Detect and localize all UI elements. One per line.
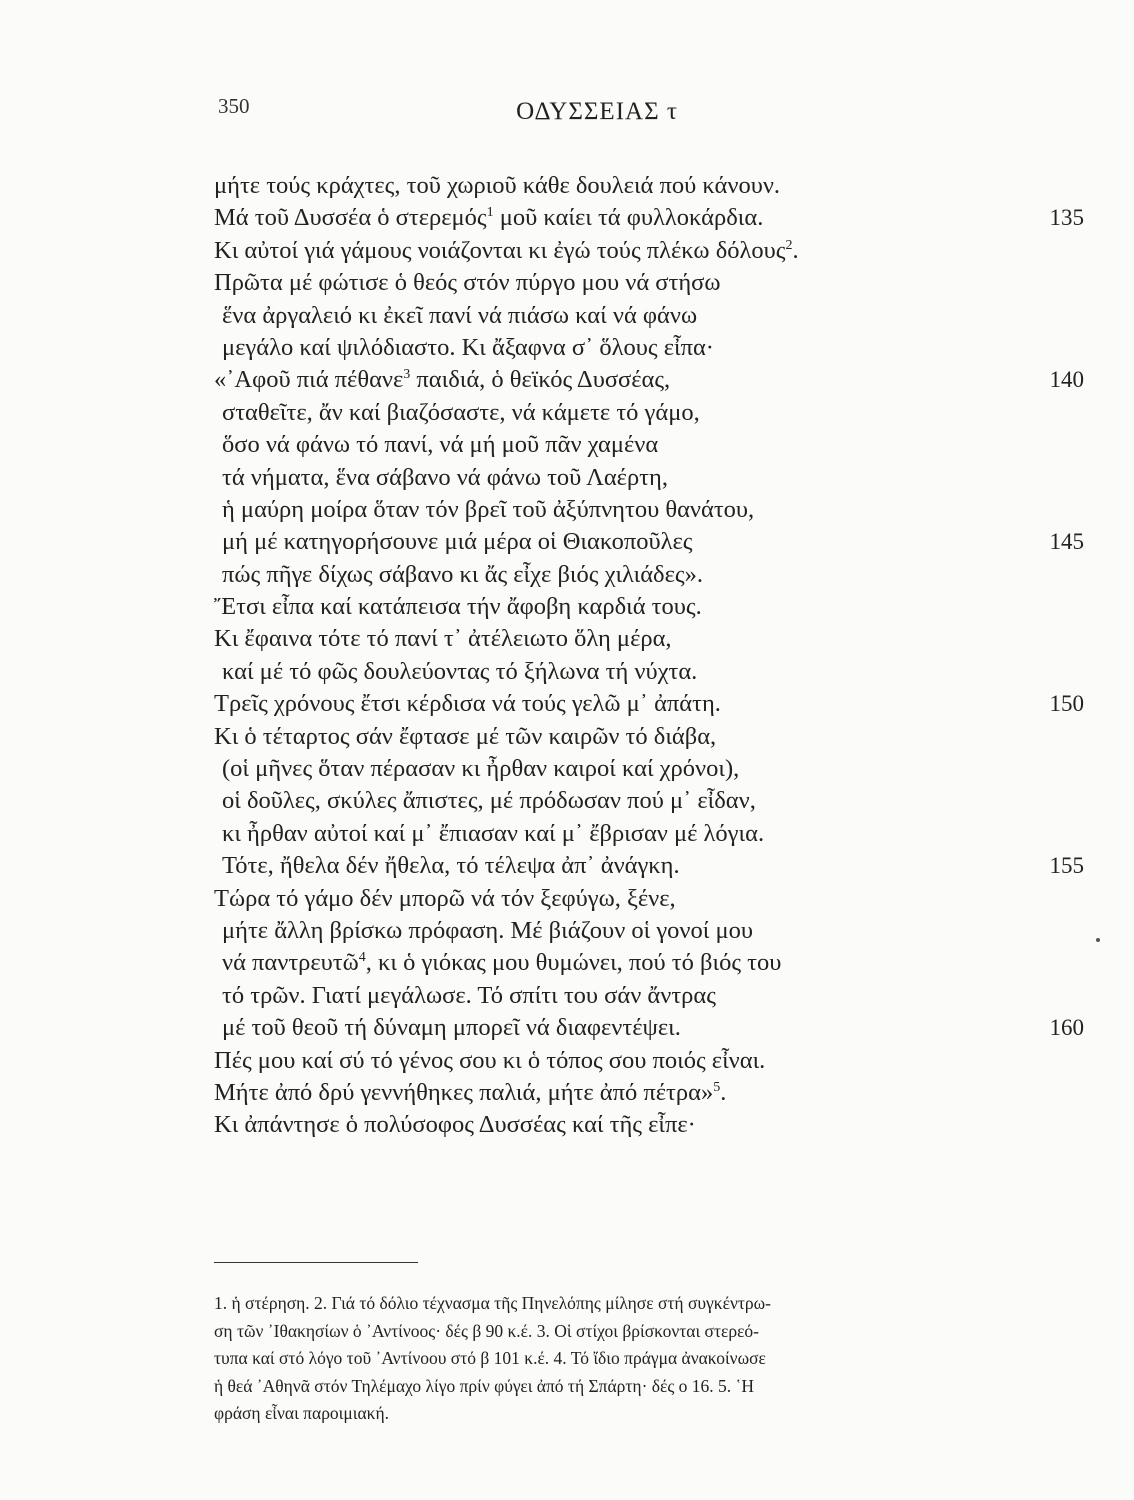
footnote-marker: 4 [358,950,366,966]
footnotes [214,1290,1050,1428]
verse-text: Μά τοῦ Δυσσέα ὁ στερεμός [214,204,487,232]
verse-text: κι ἦρθαν αὐτοί καί μ᾽ ἔπιασαν καί μ᾽ ἔβρισαν μέ λόγια. [222,819,765,847]
verse-line [214,1109,1084,1141]
verse-line [214,850,1084,882]
footnote-line: ση τῶν ᾽Ιθακησίων ὁ ᾽Αντίνοος· δές β 90 κ.έ. 3. Οἱ στίχοι βρίσκονται στερεό- [214,1320,760,1341]
footnote-line: τυπα καί στό λόγο τοῦ ᾽Αντίνοου στό β 101 κ.έ. 4. Τό ἴδιο πράγμα ἀνακοίνωσε [214,1348,766,1368]
verse-line [214,332,1084,364]
verse-line [214,559,1084,591]
verse-line [214,883,1084,915]
verse-line [214,494,1084,526]
verse-text: Τώρα τό γάμο δέν μπορῶ νά τόν ξεφύγω, ξένε, [214,884,676,912]
verse-text-continued: παιδιά, ὁ θεϊκός Δυσσέας, [410,366,671,394]
verse-line [214,688,1084,720]
verse-text: Πές μου καί σύ τό γένος σου κι ὁ τόπος σου ποιός εἶναι. [214,1046,766,1074]
verse-line [214,1077,1084,1109]
verse-line [214,915,1084,947]
line-number: 160 [1049,1015,1084,1041]
verse-text: ἡ μαύρη μοίρα ὅταν τόν βρεῖ τοῦ ἀξύπνητου θανάτου, [222,495,755,523]
verse-line [214,591,1084,623]
page-number: 350 [218,94,250,118]
footnote-marker: 2 [785,237,793,253]
verse-text: ἕνα ἀργαλειό κι ἐκεῖ πανί νά πιάσω καί νά φάνω [222,301,698,329]
verse-text: μήτε ἄλλη βρίσκω πρόφαση. Μέ βιάζουν οἱ γονοί μου [222,916,753,944]
verse-line [214,235,1084,267]
verse-text: μή μέ κατηγορήσουνε μιά μέρα οἱ Θιακοποῦλες [222,528,693,556]
verse-text: πώς πῆγε δίχως σάβανο κι ἄς εἶχε βιός χιλιάδες». [222,560,703,588]
line-number: 145 [1049,529,1084,555]
poem-text [214,170,1084,1142]
verse-text: οἱ δοῦλες, σκύλες ἄπιστες, μέ πρόδωσαν πού μ᾽ εἶδαν, [222,787,756,815]
verse-text: μεγάλο καί ψιλόδιαστο. Κι ἄξαφνα σ᾽ ὅλους εἶπα· [222,333,714,361]
verse-line [214,170,1084,202]
verse-line [214,202,1084,234]
verse-text: νά παντρευτῶ [222,949,359,977]
footnote-marker: 5 [713,1079,721,1095]
line-number: 135 [1049,205,1084,231]
footnote-rule [214,1262,418,1263]
verse-line [214,623,1084,655]
footnote-line: φράση εἶναι παροιμιακή. [214,1403,389,1423]
verse-text: τό τρῶν. Γιατί μεγάλωσε. Τό σπίτι του σάν ἄντρας [222,981,716,1009]
verse-text: Κι ἀπάντησε ὁ πολύσοφος Δυσσέας καί τῆς εἶπε· [214,1111,696,1139]
verse-text: μέ τοῦ θεοῦ τή δύναμη μπορεῖ νά διαφεντέψει. [222,1014,681,1042]
verse-line [214,397,1084,429]
verse-text: «᾽Αφοῦ πιά πέθανε [214,366,404,394]
verse-line [214,364,1084,396]
verse-text: μήτε τούς κράχτες, τοῦ χωριοῦ κάθε δουλειά πού κάνουν. [214,172,781,199]
verse-text-continued: , κι ὁ γιόκας μου θυμώνει, πού τό βιός του [365,949,782,977]
footnote-line: 1. ἡ στέρηση. 2. Γιά τό δόλιο τέχνασμα τῆς Πηνελόπης μίλησε στή συγκέντρω- [214,1293,771,1313]
margin-mark [1096,938,1100,942]
verse-line [214,1045,1084,1077]
verse-line [214,818,1084,850]
footnote-marker: 3 [403,367,411,383]
verse-text: Τρεῖς χρόνους ἔτσι κέρδισα νά τούς γελῶ μ᾽ ἀπάτη. [214,690,721,718]
verse-line [214,526,1084,558]
verse-text-continued: . [792,236,799,264]
verse-text-continued: . [720,1078,727,1106]
line-number: 140 [1049,367,1084,393]
verse-text: Κι ὁ τέταρτος σάν ἔφτασε μέ τῶν καιρῶν τό διάβα, [214,722,717,750]
verse-line [214,656,1084,688]
running-head: ΟΔΥΣΣΕΙΑΣ τ [516,98,678,125]
verse-text: Τότε, ἤθελα δέν ἤθελα, τό τέλεψα ἀπ᾽ ἀνάγκη. [222,852,680,880]
verse-line [214,785,1084,817]
verse-text: ὅσο νά φάνω τό πανί, νά μή μοῦ πᾶν χαμένα [222,431,659,459]
footnote-line: ἡ θεά ᾽Αθηνᾶ στόν Τηλέμαχο λίγο πρίν φύγει ἀπό τή Σπάρτη· δές ο 16. 5. ῾Η [214,1375,755,1396]
verse-text: σταθεῖτε, ἄν καί βιαζόσαστε, νά κάμετε τό γάμο, [222,398,700,426]
verse-text: (οἱ μῆνες ὅταν πέρασαν κι ἦρθαν καιροί καί χρόνοι), [222,755,740,783]
verse-line [214,1012,1084,1044]
verse-text: Πρῶτα μέ φώτισε ὁ θεός στόν πύργο μου νά στήσω [214,269,721,297]
verse-text: Κι αὐτοί γιά γάμους νοιάζονται κι ἐγώ τούς πλέκω δόλους [214,236,786,264]
verse-text: καί μέ τό φῶς δουλεύοντας τό ξήλωνα τή νύχτα. [222,657,698,685]
verse-line [214,721,1084,753]
verse-line [214,300,1084,332]
line-number: 155 [1049,853,1084,879]
verse-line [214,462,1084,494]
verse-text: Ἔτσι εἶπα καί κατάπεισα τήν ἄφοβη καρδιά τους. [214,593,702,621]
verse-text: Κι ἔφαινα τότε τό πανί τ᾽ ἀτέλειωτο ὅλη μέρα, [214,625,672,653]
verse-text: τά νήματα, ἕνα σάβανο νά φάνω τοῦ Λαέρτη, [222,463,668,491]
verse-text: Μήτε ἀπό δρύ γεννήθηκες παλιά, μήτε ἀπό πέτρα» [214,1078,714,1106]
verse-line [214,429,1084,461]
footnote-marker: 1 [486,205,494,221]
verse-line [214,947,1084,979]
line-number: 150 [1049,691,1084,717]
verse-text-continued: μοῦ καίει τά φυλλοκάρδια. [493,204,764,232]
verse-line [214,980,1084,1012]
verse-line [214,753,1084,785]
verse-line [214,267,1084,299]
